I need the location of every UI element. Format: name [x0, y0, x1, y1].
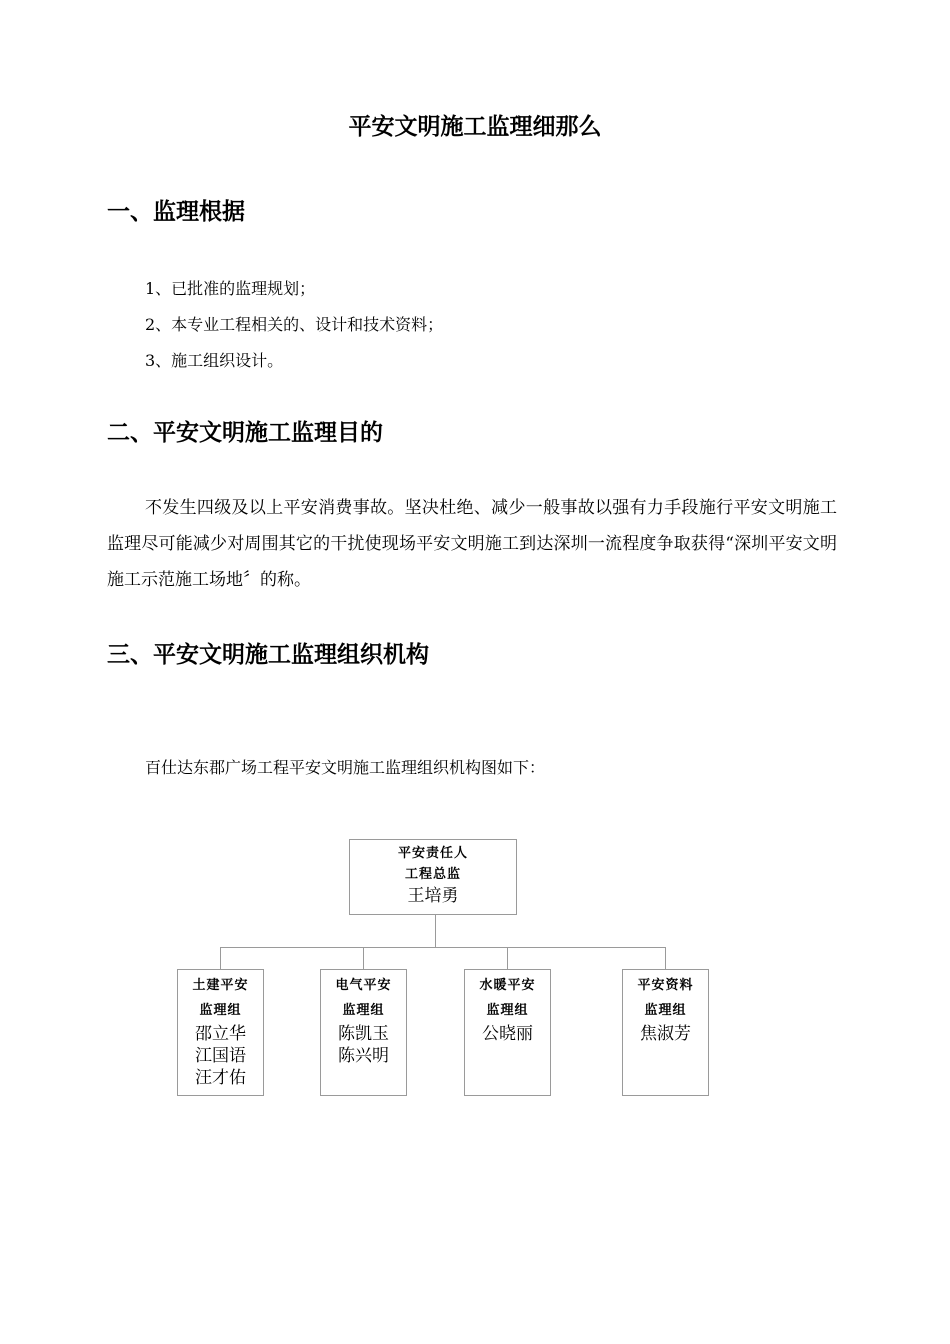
node-person: 王培勇	[407, 886, 459, 906]
org-node-chief	[349, 839, 517, 915]
node-label: 土建平安	[192, 978, 249, 993]
document-title: 平安文明施工监理细那么	[348, 114, 602, 140]
list-item: 3、施工组织设计。	[145, 351, 284, 370]
section-heading-purpose: 二、平安文明施工监理目的	[107, 420, 383, 446]
connector-trunk	[435, 914, 436, 947]
connector-bus	[220, 947, 665, 948]
org-node-records-group	[622, 969, 709, 1096]
node-person: 陈凯玉	[338, 1024, 389, 1044]
connector-branch	[220, 947, 221, 970]
list-item: 2、本专业工程相关的、设计和技术资料；	[145, 315, 444, 334]
node-person: 邵立华	[195, 1024, 246, 1044]
node-label: 平安资料	[637, 978, 694, 993]
node-label: 电气平安	[335, 978, 392, 993]
org-node-plumbing-group	[464, 969, 551, 1096]
node-label: 监理组	[644, 1003, 687, 1018]
purpose-paragraph: 不发生四级及以上平安消费事故。坚决杜绝、减少一般事故以强有力手段施行平安文明施工监理尽可能减少对周围其它的干扰使现场平安文明施工到达深圳一流程度争取获得“深圳平安文明施工示范施工场地〞的称。	[107, 498, 837, 590]
section-heading-organization: 三、平安文明施工监理组织机构	[107, 642, 429, 668]
connector-branch	[665, 947, 666, 970]
node-label: 监理组	[486, 1003, 529, 1018]
connector-branch	[363, 947, 364, 970]
org-node-electrical-group	[320, 969, 407, 1096]
node-person: 焦淑芳	[640, 1024, 691, 1044]
node-label: 监理组	[199, 1003, 242, 1018]
node-title: 工程总监	[404, 867, 461, 882]
org-chart-intro: 百仕达东郡广场工程平安文明施工监理组织机构图如下：	[145, 758, 546, 777]
section-heading-basis: 一、监理根据	[107, 199, 245, 225]
org-node-civil-group	[177, 969, 264, 1096]
node-role: 平安责任人	[397, 846, 468, 861]
node-label: 监理组	[342, 1003, 385, 1018]
node-label: 水暖平安	[479, 978, 536, 993]
node-person: 公晓丽	[482, 1024, 533, 1044]
node-person: 江国语	[195, 1046, 246, 1066]
node-person: 汪才佑	[195, 1068, 246, 1088]
list-item: 1、已批准的监理规划；	[145, 279, 316, 298]
connector-branch	[507, 947, 508, 970]
node-person: 陈兴明	[338, 1046, 389, 1066]
